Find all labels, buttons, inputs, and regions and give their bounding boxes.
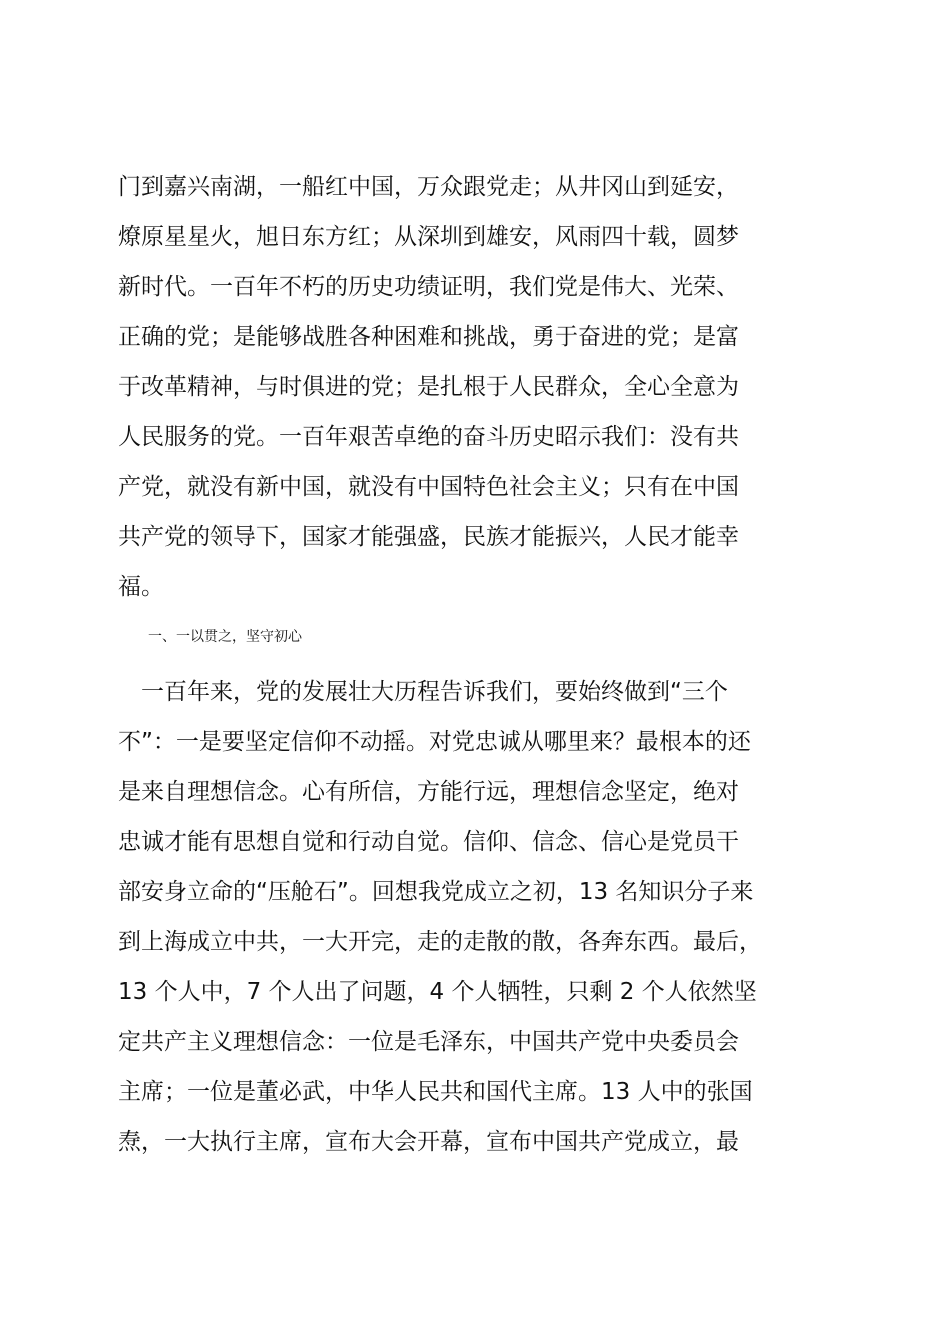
text-line: 产党，就没有新中国，就没有中国特色社会主义；只有在中国 xyxy=(118,474,739,500)
text-line: 人民服务的党。一百年艰苦卓绝的奋斗历史昭示我们：没有共 xyxy=(118,424,739,450)
text-line: 13 个人中，7 个人出了问题，4 个人牺牲，只剩 2 个人依然坚 xyxy=(118,979,757,1005)
text-line: 部安身立命的“压舱石”。回想我党成立之初，13 名知识分子来 xyxy=(118,879,754,905)
text-line: 正确的党；是能够战胜各种困难和挑战，勇于奋进的党；是富 xyxy=(118,324,739,350)
paragraph-1 xyxy=(118,162,848,612)
text-line: 主席；一位是董必武，中华人民共和国代主席。13 人中的张国 xyxy=(118,1079,753,1105)
section-heading: 一、一以贯之，坚守初心 xyxy=(148,629,302,645)
text-line: 不”：一是要坚定信仰不动摇。对党忠诚从哪里来？最根本的还 xyxy=(118,729,751,755)
text-line: 忠诚才能有思想自觉和行动自觉。信仰、信念、信心是党员干 xyxy=(118,829,739,855)
text-line: 燎原星星火，旭日东方红；从深圳到雄安，风雨四十载，圆梦 xyxy=(118,224,739,250)
paragraph-2 xyxy=(118,667,848,1167)
text-line: 一百年来，党的发展壮大历程告诉我们，要始终做到“三个 xyxy=(118,679,728,705)
text-line: 门到嘉兴南湖，一船红中国，万众跟党走；从井冈山到延安， xyxy=(118,174,739,200)
text-line: 定共产主义理想信念：一位是毛泽东，中国共产党中央委员会 xyxy=(118,1029,739,1055)
text-line: 到上海成立中共，一大开完，走的走散的散，各奔东西。最后， xyxy=(118,929,762,955)
text-line: 焘，一大执行主席，宣布大会开幕，宣布中国共产党成立，最 xyxy=(118,1129,739,1155)
text-line: 福。 xyxy=(118,574,164,600)
text-line: 新时代。一百年不朽的历史功绩证明，我们党是伟大、光荣、 xyxy=(118,274,739,300)
text-line: 于改革精神，与时俱进的党；是扎根于人民群众，全心全意为 xyxy=(118,374,739,400)
text-line: 共产党的领导下，国家才能强盛，民族才能振兴，人民才能幸 xyxy=(118,524,739,550)
text-line: 是来自理想信念。心有所信，方能行远，理想信念坚定，绝对 xyxy=(118,779,739,805)
